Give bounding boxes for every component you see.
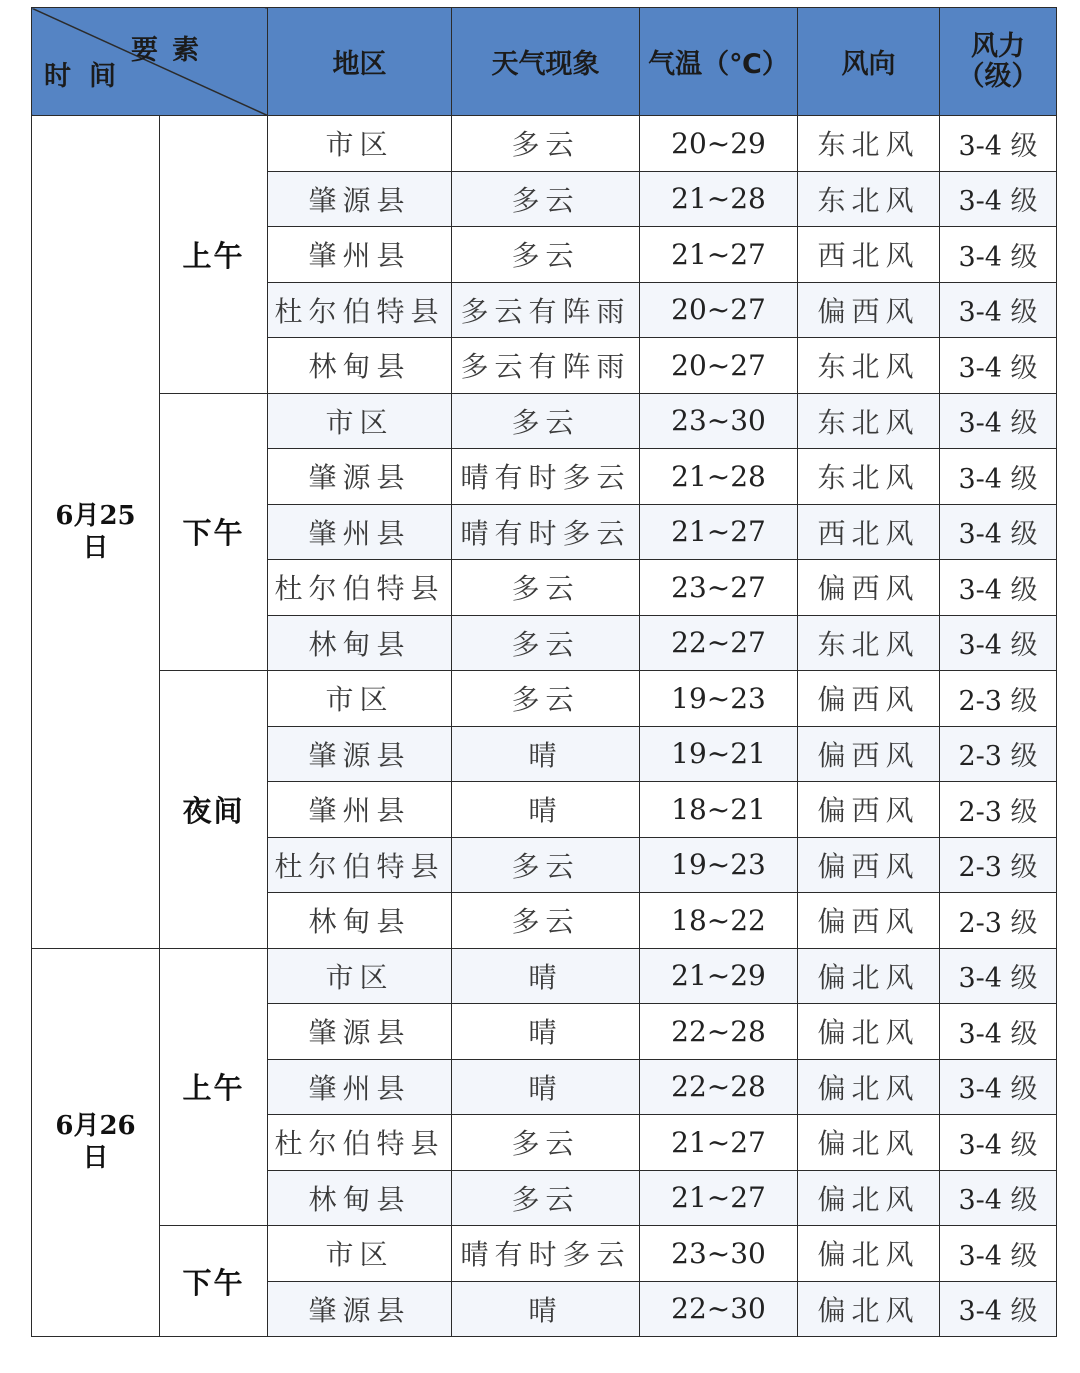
temperature-cell: 23~27 bbox=[640, 560, 798, 616]
table-body bbox=[32, 116, 1057, 1337]
period-cell: 上午 bbox=[160, 948, 268, 1226]
wind-force-unit: 级 bbox=[1010, 907, 1038, 939]
temperature-cell: 20~29 bbox=[640, 116, 798, 172]
table-row bbox=[32, 948, 1057, 1004]
period-cell: 下午 bbox=[160, 1226, 268, 1337]
temperature-cell: 21~27 bbox=[640, 227, 798, 283]
table-header bbox=[32, 8, 1057, 116]
wind-force-value: 3-4 bbox=[958, 241, 1002, 273]
wind-direction-cell: 偏西风 bbox=[798, 782, 940, 838]
temperature-cell: 21~29 bbox=[640, 948, 798, 1004]
temperature-cell: 21~27 bbox=[640, 1115, 798, 1171]
wind-force-value: 3-4 bbox=[958, 1129, 1002, 1161]
wind-force-unit: 级 bbox=[1010, 408, 1038, 440]
wind-force-value: 3-4 bbox=[958, 352, 1002, 384]
region-cell: 肇州县 bbox=[268, 1059, 452, 1115]
region-cell: 肇源县 bbox=[268, 1281, 452, 1337]
wind-force-unit: 级 bbox=[1010, 963, 1038, 995]
wind-force-unit: 级 bbox=[1010, 186, 1038, 218]
wind-force-unit: 级 bbox=[1010, 1296, 1038, 1328]
region-cell: 肇源县 bbox=[268, 726, 452, 782]
header-time-label: 时间 bbox=[44, 61, 134, 92]
date-cell: 6月26 日 bbox=[32, 948, 160, 1337]
weather-cell: 多云 bbox=[452, 1115, 640, 1171]
wind-force-value: 3-4 bbox=[958, 574, 1002, 606]
region-cell: 林甸县 bbox=[268, 893, 452, 949]
region-cell: 市区 bbox=[268, 116, 452, 172]
wind-force-unit: 级 bbox=[1010, 1129, 1038, 1161]
weather-cell: 多云 bbox=[452, 1170, 640, 1226]
weather-cell: 多云 bbox=[452, 615, 640, 671]
region-cell: 杜尔伯特县 bbox=[268, 1115, 452, 1171]
wind-force-cell bbox=[940, 227, 1057, 283]
temperature-cell: 21~28 bbox=[640, 449, 798, 505]
wind-direction-cell: 偏西风 bbox=[798, 282, 940, 338]
wind-force-unit: 级 bbox=[1010, 630, 1038, 662]
temperature-cell: 21~27 bbox=[640, 1170, 798, 1226]
region-cell: 杜尔伯特县 bbox=[268, 837, 452, 893]
weather-cell: 多云 bbox=[452, 116, 640, 172]
weather-cell: 多云有阵雨 bbox=[452, 282, 640, 338]
weather-cell: 多云 bbox=[452, 227, 640, 283]
weather-cell: 多云 bbox=[452, 393, 640, 449]
temperature-cell: 18~21 bbox=[640, 782, 798, 838]
temperature-cell: 20~27 bbox=[640, 282, 798, 338]
wind-force-value: 3-4 bbox=[958, 408, 1002, 440]
table-row bbox=[32, 671, 1057, 727]
region-cell: 林甸县 bbox=[268, 615, 452, 671]
region-cell: 杜尔伯特县 bbox=[268, 560, 452, 616]
temperature-cell: 21~28 bbox=[640, 171, 798, 227]
wind-direction-cell: 东北风 bbox=[798, 116, 940, 172]
wind-direction-cell: 偏北风 bbox=[798, 1281, 940, 1337]
wind-force-unit: 级 bbox=[1010, 1018, 1038, 1050]
weather-cell: 晴有时多云 bbox=[452, 1226, 640, 1282]
region-cell: 肇州县 bbox=[268, 782, 452, 838]
wind-direction-cell: 偏北风 bbox=[798, 948, 940, 1004]
temperature-cell: 22~27 bbox=[640, 615, 798, 671]
wind-force-value: 3-4 bbox=[958, 1240, 1002, 1272]
wind-force-value: 3-4 bbox=[958, 463, 1002, 495]
wind-direction-cell: 东北风 bbox=[798, 449, 940, 505]
temperature-cell: 19~21 bbox=[640, 726, 798, 782]
wind-force-unit: 级 bbox=[1010, 796, 1038, 828]
temperature-cell: 23~30 bbox=[640, 1226, 798, 1282]
header-corner-cell bbox=[32, 8, 268, 116]
wind-force-unit: 级 bbox=[1010, 352, 1038, 384]
wind-direction-cell: 偏西风 bbox=[798, 671, 940, 727]
wind-direction-cell: 东北风 bbox=[798, 338, 940, 394]
wind-direction-cell: 偏北风 bbox=[798, 1170, 940, 1226]
period-cell: 上午 bbox=[160, 116, 268, 394]
wind-force-value: 3-4 bbox=[958, 1185, 1002, 1217]
wind-force-unit: 级 bbox=[1010, 1074, 1038, 1106]
header-wind-force bbox=[940, 8, 1057, 116]
region-cell: 市区 bbox=[268, 948, 452, 1004]
wind-force-unit: 级 bbox=[1010, 297, 1038, 329]
temperature-cell: 22~28 bbox=[640, 1059, 798, 1115]
wind-force-value: 3-4 bbox=[958, 186, 1002, 218]
region-cell: 林甸县 bbox=[268, 1170, 452, 1226]
region-cell: 肇源县 bbox=[268, 1004, 452, 1060]
wind-force-value: 3-4 bbox=[958, 630, 1002, 662]
header-wind-force-label: 风力 bbox=[971, 30, 1025, 62]
wind-direction-cell: 偏北风 bbox=[798, 1059, 940, 1115]
wind-force-cell bbox=[940, 338, 1057, 394]
weather-cell: 多云 bbox=[452, 893, 640, 949]
wind-force-unit: 级 bbox=[1010, 1185, 1038, 1217]
wind-force-value: 2-3 bbox=[958, 741, 1002, 773]
period-cell: 夜间 bbox=[160, 671, 268, 949]
wind-force-unit: 级 bbox=[1010, 130, 1038, 162]
temperature-cell: 21~27 bbox=[640, 504, 798, 560]
weather-cell: 晴 bbox=[452, 948, 640, 1004]
region-cell: 市区 bbox=[268, 393, 452, 449]
weather-cell: 晴有时多云 bbox=[452, 449, 640, 505]
wind-direction-cell: 偏西风 bbox=[798, 893, 940, 949]
header-region: 地区 bbox=[268, 8, 452, 116]
weather-cell: 晴 bbox=[452, 1281, 640, 1337]
wind-force-cell bbox=[940, 504, 1057, 560]
wind-force-value: 2-3 bbox=[958, 796, 1002, 828]
wind-force-value: 3-4 bbox=[958, 963, 1002, 995]
temperature-cell: 19~23 bbox=[640, 671, 798, 727]
wind-force-unit: 级 bbox=[1010, 241, 1038, 273]
region-cell: 市区 bbox=[268, 671, 452, 727]
region-cell: 肇州县 bbox=[268, 504, 452, 560]
wind-force-value: 3-4 bbox=[958, 1018, 1002, 1050]
wind-force-cell bbox=[940, 1059, 1057, 1115]
header-wind-force-unit: （级） bbox=[957, 60, 1039, 92]
wind-force-cell bbox=[940, 1115, 1057, 1171]
weather-cell: 多云 bbox=[452, 171, 640, 227]
header-wind-direction: 风向 bbox=[798, 8, 940, 116]
wind-force-cell bbox=[940, 782, 1057, 838]
wind-force-cell bbox=[940, 837, 1057, 893]
weather-cell: 晴有时多云 bbox=[452, 504, 640, 560]
weather-cell: 晴 bbox=[452, 1059, 640, 1115]
table-row bbox=[32, 393, 1057, 449]
wind-direction-cell: 东北风 bbox=[798, 171, 940, 227]
wind-direction-cell: 东北风 bbox=[798, 393, 940, 449]
wind-direction-cell: 偏北风 bbox=[798, 1115, 940, 1171]
wind-force-unit: 级 bbox=[1010, 463, 1038, 495]
wind-force-value: 3-4 bbox=[958, 130, 1002, 162]
region-cell: 市区 bbox=[268, 1226, 452, 1282]
wind-force-unit: 级 bbox=[1010, 1240, 1038, 1272]
wind-force-cell bbox=[940, 726, 1057, 782]
wind-force-cell bbox=[940, 1004, 1057, 1060]
wind-force-cell bbox=[940, 393, 1057, 449]
region-cell: 杜尔伯特县 bbox=[268, 282, 452, 338]
wind-force-value: 2-3 bbox=[958, 852, 1002, 884]
temperature-cell: 23~30 bbox=[640, 393, 798, 449]
wind-force-cell bbox=[940, 171, 1057, 227]
date-cell: 6月25 日 bbox=[32, 116, 160, 949]
wind-force-unit: 级 bbox=[1010, 574, 1038, 606]
wind-direction-cell: 偏北风 bbox=[798, 1004, 940, 1060]
header-weather: 天气现象 bbox=[452, 8, 640, 116]
wind-force-cell bbox=[940, 1226, 1057, 1282]
weather-cell: 晴 bbox=[452, 782, 640, 838]
forecast-table bbox=[31, 7, 1057, 1337]
temperature-cell: 22~30 bbox=[640, 1281, 798, 1337]
weather-cell: 晴 bbox=[452, 726, 640, 782]
weather-cell: 多云 bbox=[452, 837, 640, 893]
header-elements-label: 要素 bbox=[131, 35, 213, 66]
header-temperature: 气温（℃） bbox=[640, 8, 798, 116]
wind-force-cell bbox=[940, 282, 1057, 338]
table-row bbox=[32, 1226, 1057, 1282]
wind-direction-cell: 偏北风 bbox=[798, 1226, 940, 1282]
wind-force-cell bbox=[940, 116, 1057, 172]
weather-cell: 多云 bbox=[452, 671, 640, 727]
wind-direction-cell: 西北风 bbox=[798, 504, 940, 560]
region-cell: 林甸县 bbox=[268, 338, 452, 394]
wind-direction-cell: 偏西风 bbox=[798, 837, 940, 893]
wind-direction-cell: 西北风 bbox=[798, 227, 940, 283]
temperature-cell: 18~22 bbox=[640, 893, 798, 949]
wind-force-value: 3-4 bbox=[958, 1296, 1002, 1328]
wind-force-value: 3-4 bbox=[958, 297, 1002, 329]
region-cell: 肇源县 bbox=[268, 171, 452, 227]
weather-cell: 多云 bbox=[452, 560, 640, 616]
wind-force-value: 3-4 bbox=[958, 1074, 1002, 1106]
wind-direction-cell: 偏西风 bbox=[798, 560, 940, 616]
region-cell: 肇源县 bbox=[268, 449, 452, 505]
wind-force-cell bbox=[940, 1170, 1057, 1226]
wind-force-cell bbox=[940, 893, 1057, 949]
wind-force-value: 3-4 bbox=[958, 519, 1002, 551]
wind-direction-cell: 偏西风 bbox=[798, 726, 940, 782]
temperature-cell: 22~28 bbox=[640, 1004, 798, 1060]
wind-force-cell bbox=[940, 1281, 1057, 1337]
wind-force-unit: 级 bbox=[1010, 741, 1038, 773]
temperature-cell: 20~27 bbox=[640, 338, 798, 394]
region-cell: 肇州县 bbox=[268, 227, 452, 283]
wind-force-cell bbox=[940, 615, 1057, 671]
wind-force-cell bbox=[940, 449, 1057, 505]
wind-force-unit: 级 bbox=[1010, 519, 1038, 551]
wind-force-value: 2-3 bbox=[958, 685, 1002, 717]
period-cell: 下午 bbox=[160, 393, 268, 671]
wind-force-value: 2-3 bbox=[958, 907, 1002, 939]
table-row bbox=[32, 116, 1057, 172]
weather-cell: 晴 bbox=[452, 1004, 640, 1060]
wind-direction-cell: 东北风 bbox=[798, 615, 940, 671]
wind-force-cell bbox=[940, 560, 1057, 616]
wind-force-unit: 级 bbox=[1010, 852, 1038, 884]
temperature-cell: 19~23 bbox=[640, 837, 798, 893]
wind-force-cell bbox=[940, 671, 1057, 727]
wind-force-unit: 级 bbox=[1010, 685, 1038, 717]
weather-cell: 多云有阵雨 bbox=[452, 338, 640, 394]
wind-force-cell bbox=[940, 948, 1057, 1004]
